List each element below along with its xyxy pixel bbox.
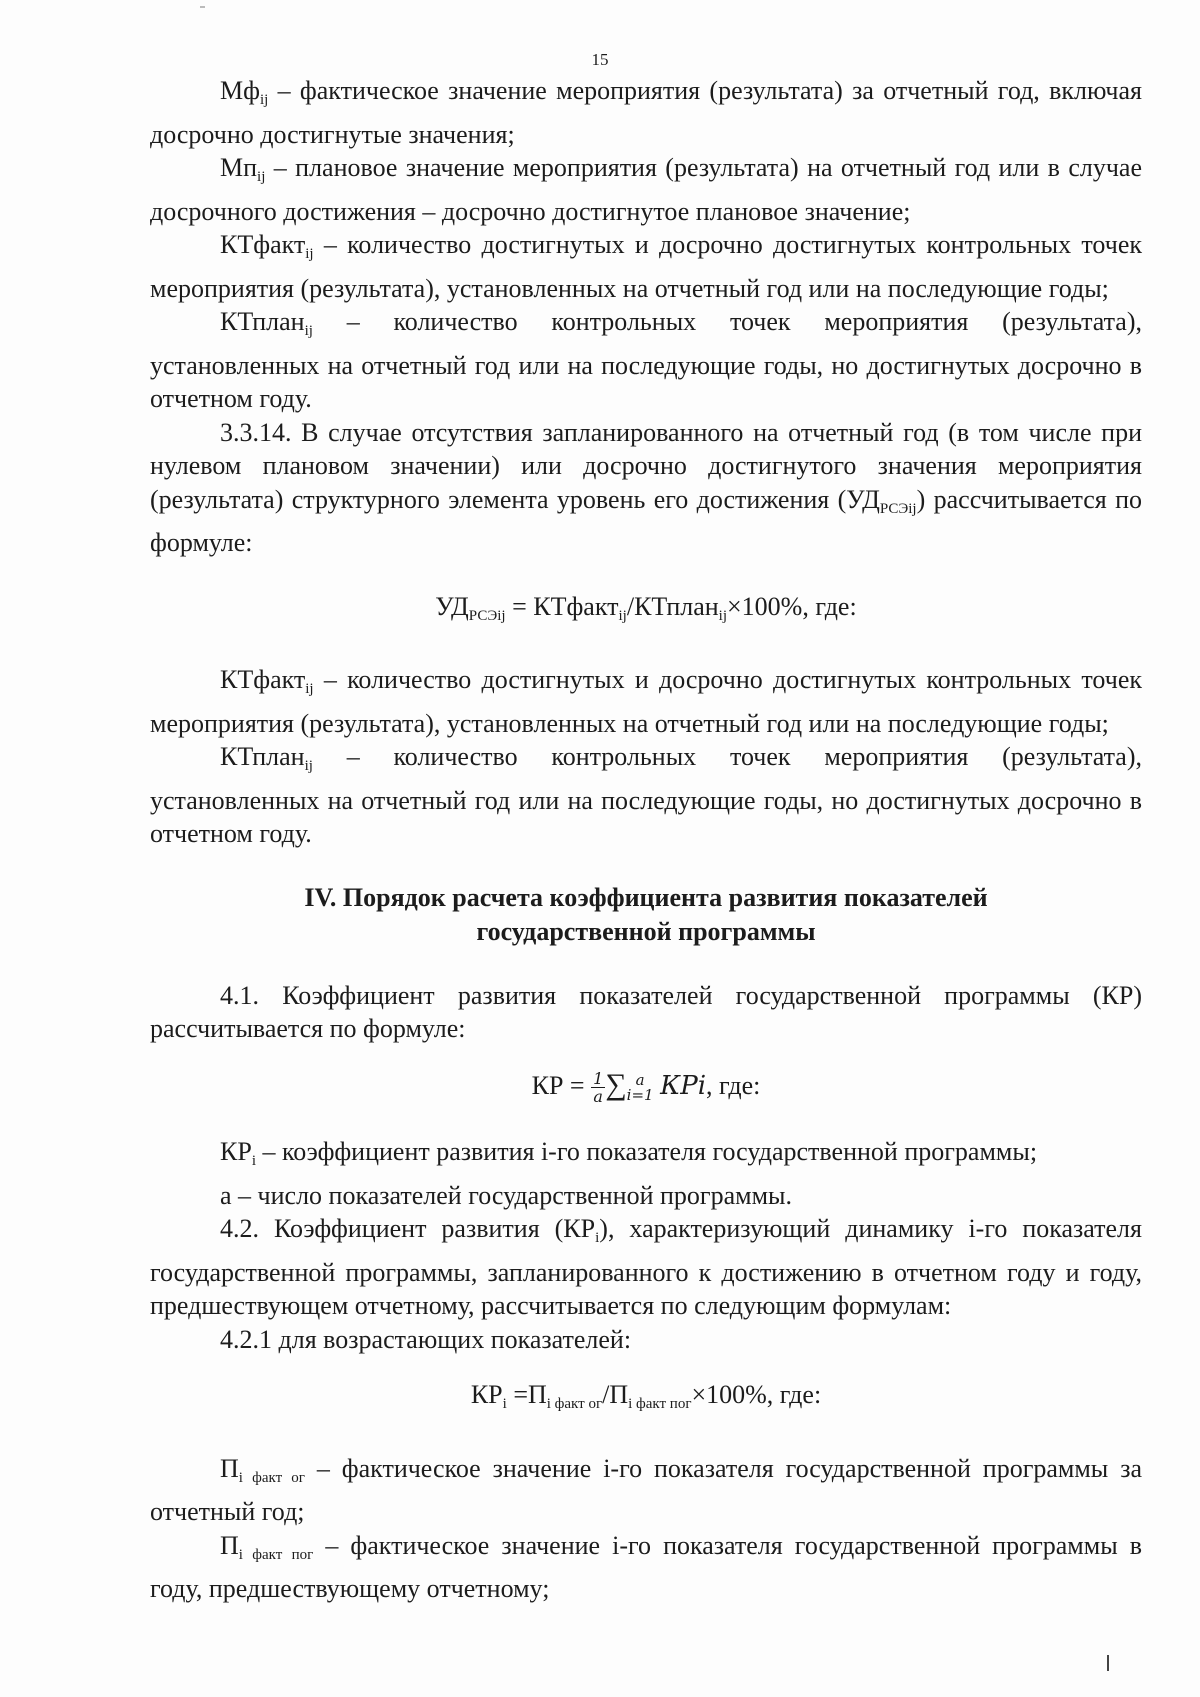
paragraph-3-3-14: 3.3.14. В случае отсутствия запланированного на отчетный год (в том числе при нулевом плановом значении) или досрочно достигнутого значения мероприятия (результата) структурного элемента уровень его достижения $(УД_{РСЭij})$ рассчитывается по формуле: [150, 417, 1143, 557]
paragraph-4-2: 4.2. Коэффициент развития $(КР_i)$, характеризующий динамику i-го показателя государственной программы, запланированного к достижению в отчетном году и году, предшествующем отчетному, рассчитывается по следующим формулам: [150, 1214, 1142, 1321]
heading-line-1: IV. Порядок расчета коэффициента развития показателей [304, 882, 988, 912]
definition-mp: $Мп_{ij}$ – плановое значение мероприятия (результата) на отчетный год или в случае досрочного достижения – досрочно достигнутое плановое значение; [150, 153, 1142, 226]
paragraph-4-1: 4.1. Коэффициент развития показателей государственной программы (КР) рассчитывается по формуле: [150, 980, 1142, 1043]
definition-a: а – число показателей государственной программы. [220, 1180, 793, 1210]
section-heading [150, 881, 1142, 949]
formula-kr: КР = $\frac{1}{a}$ ∑ a i=1 КРi, где: [531, 1067, 761, 1107]
definition-ktplan: КТплан$_{ij}$ – количество контрольных точек мероприятия (результата), установленных на отчетный год или на последующие годы, но достигнутых досрочно в отчетном году. [150, 307, 1142, 413]
definition-kri: $КР_i$ – коэффициент развития i-го показателя государственной программы; [220, 1137, 1038, 1170]
fraction: $\frac{1}{a}$ [593, 1069, 604, 1107]
definition-mf: $Мф_{ij}$ – фактическое значение мероприятия (результата) за отчетный год, включая досрочно достигнутые значения; [150, 76, 1142, 149]
definition-ktfakt: КТфакт$_{ij}$ – количество достигнутых и досрочно достигнутых контрольных точек мероприятия (результата), установленных на отчетный год или на последующие годы; [150, 230, 1142, 303]
formula-kri: $КР_i =П_{i факт ог}/П_{i факт пог}\times 100\%$, где: [470, 1380, 822, 1413]
paragraph-4-2-1: 4.2.1 для возрастающих показателей: [220, 1324, 632, 1354]
heading-line-2: государственной программы [476, 916, 816, 946]
body-text [150, 74, 1142, 1606]
sum-limits: a i=1 [626, 1070, 654, 1104]
definition-p-fakt-og: $П_{i факт ог}$ – фактическое значение i-го показателя государственной программы за отчетный год; [150, 1453, 1143, 1527]
definition-ktplan-2: КТплан$_{ij}$ – количество контрольных точек мероприятия (результата), установленных на отчетный год или на последующие годы, но достигнутых досрочно в отчетном году. [150, 742, 1142, 848]
page-number: 15 [591, 50, 609, 69]
formula-ud: $УД_{РСЭij}$ = КТфакт$_{ij}$/КТплан$_{ij}$×100%, где: [435, 591, 857, 624]
scan-mark [200, 6, 205, 8]
definition-ktfakt-2: КТфакт$_{ij}$ – количество достигнутых и досрочно достигнутых контрольных точек мероприятия (результата), установленных на отчетный год или на последующие годы; [150, 665, 1142, 738]
sigma-symbol: ∑ [605, 1067, 627, 1101]
scan-mark [1107, 1655, 1109, 1671]
definition-p-fakt-pog: $П_{i факт пог}$ – фактическое значение i-го показателя государственной программы в году, предшествующему отчетному; [150, 1530, 1142, 1604]
